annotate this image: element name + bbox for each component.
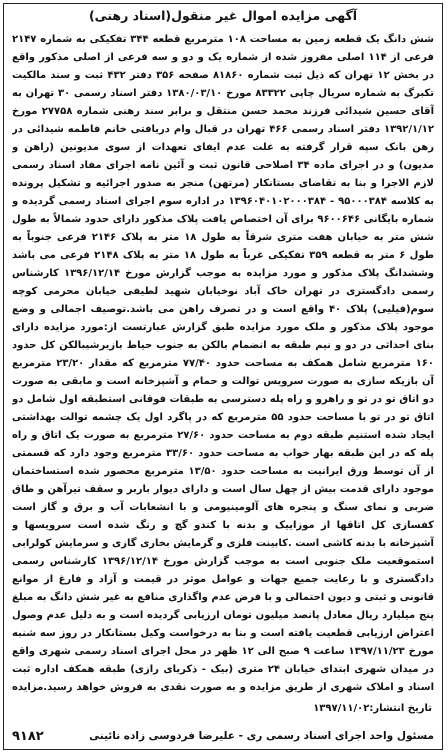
publish-date: تاریخ انتشار:۱۳۹۷/۱۱/۰۲ [313, 703, 432, 714]
signature-line: مسئول واحد اجرای اسناد رسمی ری - علیرضا فردوسی زاده نائینی [89, 730, 434, 742]
notice-title: آگهی مزایده اموال غیر منقول(اسناد رهنی) [88, 8, 358, 23]
notice-code: ۹۱۸۲ [12, 728, 44, 744]
notice-footer [12, 726, 434, 746]
notice-body: شش دانگ یک قطعه زمین به مساحت ۱۰۸ مترمربع قطعه ۳۴۴ تفکیکی به شماره ۲۱۴۷ فرعی از ۱۱۴ اصلی مفروز شده از شماره یک و دو و سه فرعی از اصلی مذکور واقع در بخش ۱۲ تهران که ذیل ثبت شماره ۸۱۸۶۰ صفحه ۳۵۶ دفتر ۴۳۲ ثبت و سند مالکیت تکبرگ به شماره سریال چاپی ۸۳۳۲۲ مورخ ۱۳۸۰/۰۳/۱۰ دفتر اسناد رسمی ۳۰ تهران به آقای حسین شیدائی فرزند محمد حسن منتقل و برابر سند رهنی شماره ۲۷۷۵۸ مورخ ۱۳۹۲/۱/۱۲ دفتر اسناد رسمی ۴۶۶ تهران در قبال وام دریافتی خانم فاطمه شیدائی در رهن بانک سپه قرار گرفته به علت عدم ایفای تعهدات از سوی مدیونین (راهن و مدیون) و در اجرای ماده ۳۴ اصلاحی قانون ثبت و آئین نامه اجرای مفاد اسناد رسمی لازم الاجرا و بنا به تقاضای بستانکار (مرتهن) منجر به صدور اجرائیه و تشکیل پرونده به کلاسه ۹۵۰۰۰۳۸۴ - ۱۳۹۶۰۴۰۱۰۲۰۰۰۳۸۴ در اداره سوم اجرای اسناد رسمی گردیده و شماره بایگانی ۹۶۰۰۶۴۶ برای آن اختصاص یافت پلاک مذکور دارای حدود شمالاً به طول شش متر به خیابان هفت متری شرقاً به طول ۱۸ متر به پلاک ۲۱۴۶ فرعی جنوباً به طول ۶ متر به قطعه ۳۵۹ تفکیکی غرباً به طول ۱۸ متر به پلاک ۲۱۴۸ فرعی می باشد وششدانگ پلاک مذکور و مورد مزایده به موجب گزارش مورخ ۱۳۹۶/۱۲/۱۴ کارشناس رسمی دادگستری در تهران خاک آباد نوخیابان شهید لطیفی خیابان محرمی کوچه سوم(فیلیی) پلاک ۴۰ واقع است و در تصرف راهن می باشد.توصیف اجمالی و وضع موجود پلاک مذکور و ملک مورد مزایده طبق گزارش عبارتست از:مورد مزایده دارای بنای احداثی در دو و نیم طبقه به انضمام بالکن به جنوب حیاط بازیرشیبالکن کل حدود ۱۶۰ مترمربع شامل همکف به مساحت حدود ۷۷/۴۰ مترمربع که مقدار ۲۳/۲۰ مترمربع آن بازیکه سازی به صورت سرویس توالت و حمام و آشپزخانه است و مابقی به صورت دو اتاق تو در تو و راهرو و راه پله دسترسی به طبقات فوقانی استطبقه اول شامل دو اتاق تو در تو با مساحت حدود ۵۵ مترمربع که در پاگرد اول یک چشمه توالت بهداشتی ایجاد شده استنیم طبقه دوم به مساحت حدود ۲۷/۶۰ مترمربع به صورت یک اتاق و راه پله که در این طبقه بهار خواب به مساحت حدود ۳۳/۶۰ مترمربع وجود دارد که قسمتی از آن توسط ورق ایرانیت به مساحت حدود ۱۳/۵۰ مترمربع محصور شده استساختمان موجود دارای قدمت بیش از چهل سال است و دارای دیوار باربر و سقف تیرآهن و طاق ضربی و نمای سنگ و پنجره های آلومینیومی و با انشعابات آب و برق و گاز است کفسازی کل اتاقها از موزاییک و بدنه با کندو گچ و رنگ شده است سرویسها و آشپزخانه با بدنه کاشی است .کابینت فلزی و گرمایش بخاری گازی و سرمایش کولرابی استموقعیت ملک جنوبی است به موجب گزارش مورخ ۱۳۹۶/۱۲/۱۴ کارشناس رسمی دادگستری و با رعایت جمیع جهات و عوامل موثر در قیمت و آزاد و فارغ از موانع قانونی و ثبتی و دیون احتمالی و با فرض عدم واگذاری منافع به غیر شش دانگ به مبلغ پنج میلیارد ریال معادل پانصد میلیون تومان ارزیابی گردیده است و به دلیل عدم وصول اعتراض ارزیابی قطعیت یافته است و بنا به درخواست وکیل بستانکار در روز سه شنبه مورخ ۱۳۹۷/۱۱/۲۳ ساعت ۹ صبح الی ۱۲ ظهر در محل اجرای اسناد رسمی شهری واقع در میدان شهری ابتدای خیابان ۲۴ متری (بیک - ذکریای رازی) طبقه همکف اداره ثبت اسناد و املاک شهری از طریق مزایده و به صورت نقدی به فروش خواهد رسید.مزایده [12, 34, 434, 693]
notice-frame [3, 3, 443, 750]
